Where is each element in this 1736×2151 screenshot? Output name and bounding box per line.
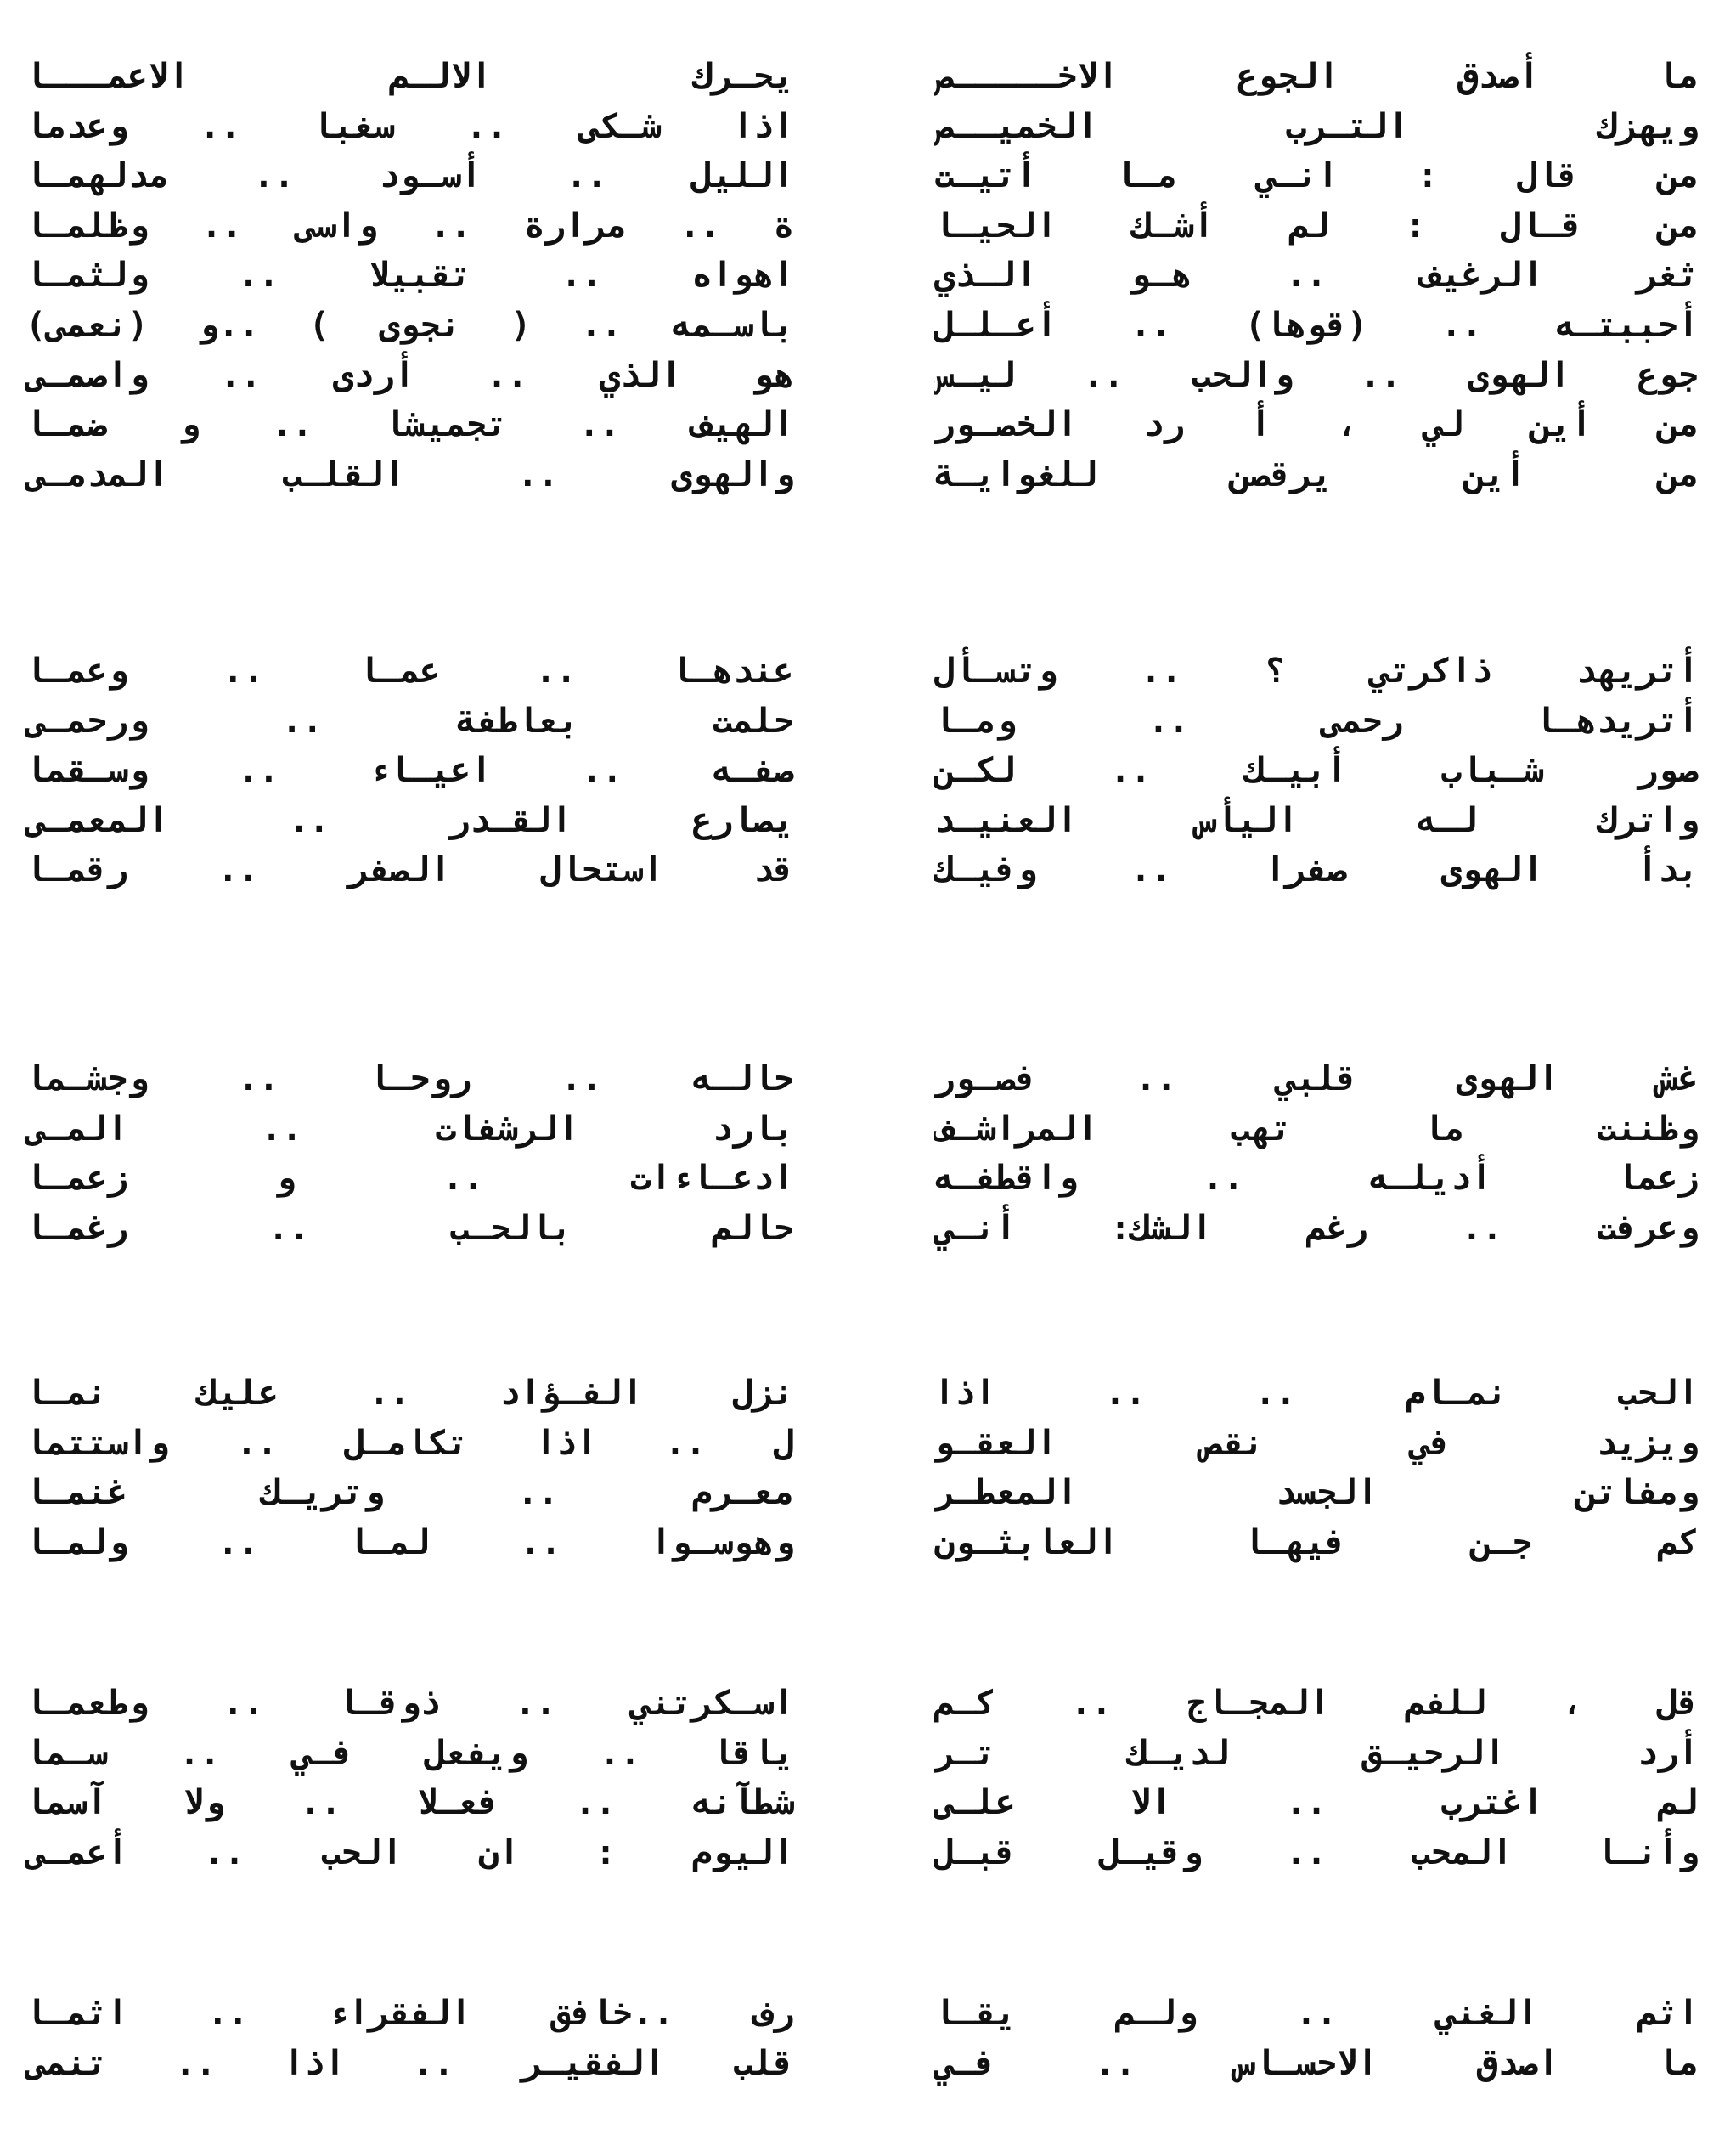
verse-first-hemistich: أتريدهـا رحمى .. ومـا — [934, 701, 1699, 741]
verse-first-hemistich: من قـال : لم أشـك الحيـا — [934, 206, 1699, 246]
verse-second-hemistich: والهوى .. القلـب المدمـى — [25, 454, 794, 494]
verse-second-hemistich: حلمت بعاطفة .. ورحمـى — [25, 701, 794, 741]
verse-line — [0, 1418, 1736, 1469]
verse-first-hemistich: ومفاتن الجسد المعطـر — [934, 1473, 1699, 1513]
verse-line — [0, 300, 1736, 351]
verse-line — [0, 1827, 1736, 1878]
verse-first-hemistich: كم جـن فيهـا العابثـون — [934, 1522, 1699, 1562]
verse-second-hemistich: هو الذي .. أردى .. واصمـى — [25, 355, 794, 395]
verse-first-hemistich: بدأ الهوى صفرا .. وفيـك — [934, 850, 1699, 890]
verse-line — [0, 1203, 1736, 1254]
verse-line — [0, 1467, 1736, 1518]
verse-second-hemistich: قد استحال الصفر .. رقمـا — [25, 850, 794, 890]
verse-line — [0, 150, 1736, 201]
verse-line — [0, 646, 1736, 697]
verse-line — [0, 1777, 1736, 1828]
verse-line — [0, 1053, 1736, 1104]
verse-second-hemistich: نزل الفـؤاد .. عليك نمـا — [25, 1374, 794, 1413]
verse-second-hemistich: اذا شـكى .. سغبا .. وعدما — [25, 106, 794, 146]
verse-first-hemistich: ويهزك التـرب الخميــص — [934, 106, 1699, 146]
verse-first-hemistich: وظننت ما تهب المراشـف — [934, 1109, 1699, 1149]
verse-second-hemistich: باسـمه .. ( نجوى ) ..و (نعمى) — [25, 306, 794, 345]
verse-second-hemistich: ادعـاءات .. و زعمـا — [25, 1159, 794, 1199]
verse-first-hemistich: أتريهد ذاكرتي ؟ .. وتسـأل — [934, 652, 1699, 691]
verse-first-hemistich: ويزيد في نقص العقـو — [934, 1423, 1699, 1463]
verse-first-hemistich: جوع الهوى .. والحب .. ليـس — [934, 355, 1699, 395]
stanza — [0, 1368, 1736, 1567]
verse-line — [0, 1988, 1736, 2039]
verse-first-hemistich: غش الهوى قلبي .. فصـور — [934, 1059, 1699, 1098]
verse-first-hemistich: أرد الرحيـق لديـك تـر — [934, 1733, 1699, 1773]
verse-line — [0, 745, 1736, 796]
verse-line — [0, 2038, 1736, 2089]
verse-first-hemistich: قل ، للفم المجـاج .. كـم — [934, 1684, 1699, 1723]
verse-line — [0, 696, 1736, 747]
verse-line — [0, 250, 1736, 301]
stanza — [0, 646, 1736, 895]
verse-second-hemistich: اسـكرتني .. ذوقـا .. وطعمـا — [25, 1684, 794, 1723]
verse-line — [0, 1728, 1736, 1779]
verse-first-hemistich: من أين لي ، أ رد الخصـور — [934, 405, 1699, 445]
verse-second-hemistich: بارد الرشفات .. المـى — [25, 1109, 794, 1149]
verse-second-hemistich: ياقا .. ويفعل فـي .. سـما — [25, 1733, 794, 1773]
verse-first-hemistich: الحب نمـام .. .. اذا — [934, 1374, 1699, 1413]
verse-first-hemistich: واترك لـه اليأس العنيـد — [934, 800, 1699, 840]
verse-first-hemistich: من قال : انـي مـا أتيـت — [934, 156, 1699, 196]
verse-line — [0, 1517, 1736, 1568]
stanza — [0, 1053, 1736, 1252]
verse-second-hemistich: اليوم : ان الحب .. أعمـى — [25, 1832, 794, 1872]
verse-first-hemistich: صور شـباب أبيـك .. لكـن — [934, 751, 1699, 791]
verse-first-hemistich: وعرفت .. رغم الشك: أنـي — [934, 1208, 1699, 1248]
verse-first-hemistich: من أين يرقصن للغوايـة — [934, 454, 1699, 494]
verse-line — [0, 1104, 1736, 1155]
verse-second-hemistich: عندهـا .. عمـا .. وعمـا — [25, 652, 794, 691]
verse-first-hemistich: ما اصدق الاحسـاس .. فـي — [934, 2043, 1699, 2083]
stanza — [0, 51, 1736, 499]
verse-second-hemistich: صفـه .. اعيـاء .. وسـقما — [25, 751, 794, 791]
verse-second-hemistich: قلب الفقيـر .. اذا .. تنمى — [25, 2043, 794, 2083]
verse-line — [0, 399, 1736, 450]
stanza — [0, 1988, 1736, 2087]
verse-second-hemistich: وهوسـوا .. لمـا .. ولمـا — [25, 1522, 794, 1562]
verse-first-hemistich: ما أصدق الجوع الاخـــــص — [934, 57, 1699, 96]
verse-first-hemistich: ثغر الرغيف .. هـو الـذي — [934, 256, 1699, 296]
verse-second-hemistich: يصارع القـدر .. المعمـى — [25, 800, 794, 840]
verse-second-hemistich: الليل .. أسـود .. مدلهمـا — [25, 156, 794, 196]
verse-second-hemistich: ة .. مرارة .. واسى .. وظلمـا — [25, 206, 794, 246]
verse-line — [0, 1368, 1736, 1419]
verse-second-hemistich: اهواه .. تقبيلا .. ولثمـا — [25, 256, 794, 296]
verse-line — [0, 200, 1736, 251]
verse-first-hemistich: وأنـا المحب .. وقيـل قبـل — [934, 1832, 1699, 1872]
verse-line — [0, 844, 1736, 895]
verse-second-hemistich: معـرم .. وتريـك غنمـا — [25, 1473, 794, 1513]
stanza — [0, 1678, 1736, 1877]
verse-second-hemistich: رف ..خافق الفقراء .. اثمـا — [25, 1994, 794, 2033]
verse-second-hemistich: يحـرك الالـم الاعمـــا — [25, 57, 794, 96]
verse-second-hemistich: ل .. اذا تكامـل .. واستتما — [25, 1423, 794, 1463]
verse-line — [0, 795, 1736, 846]
verse-second-hemistich: شطآنه .. فعـلا .. ولا آسما — [25, 1783, 794, 1823]
verse-line — [0, 1153, 1736, 1204]
verse-second-hemistich: حالم بالحـب .. رغمـا — [25, 1208, 794, 1248]
verse-second-hemistich: الهيف .. تجميشا .. و ضمـا — [25, 405, 794, 445]
verse-first-hemistich: اثم الغني .. ولـم يقـا — [934, 1994, 1699, 2033]
verse-line — [0, 449, 1736, 500]
verse-second-hemistich: حالـه .. روحـا .. وجشـما — [25, 1059, 794, 1098]
verse-line — [0, 101, 1736, 152]
verse-line — [0, 51, 1736, 102]
verse-first-hemistich: زعما أديلـه .. واقطفـه — [934, 1159, 1699, 1199]
verse-first-hemistich: أحببتـه .. (قوها) .. أعـلـل — [934, 306, 1699, 345]
verse-line — [0, 350, 1736, 401]
verse-line — [0, 1678, 1736, 1729]
verse-first-hemistich: لم اغترب .. الا علـى — [934, 1783, 1699, 1823]
